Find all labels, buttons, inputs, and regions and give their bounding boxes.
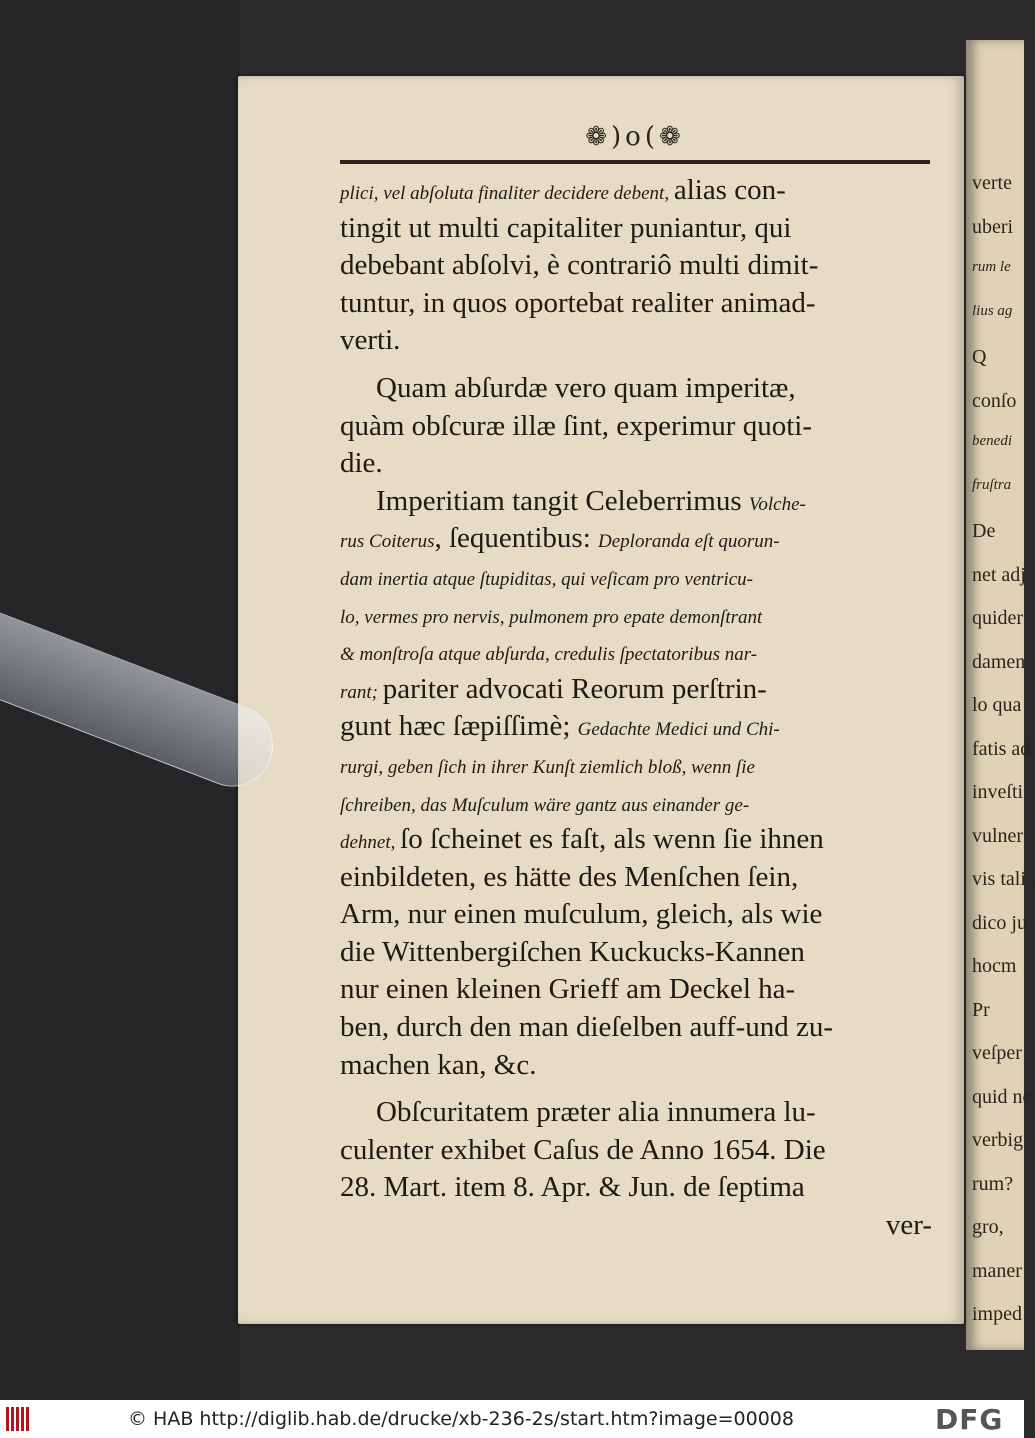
next-page-fragment: fruſtra	[972, 476, 1012, 493]
roman-segment: alias con-	[673, 174, 786, 206]
italic-segment: ſchreiben, das Muſculum wäre gantz aus einander ge-	[340, 794, 750, 816]
roman-segment: nur einen kleinen Grieff am Deckel ha-	[340, 973, 796, 1006]
roman-segment: ben, durch den man dieſelben auff-und zu-	[340, 1011, 834, 1044]
text-line	[340, 558, 932, 596]
paragraph-gap	[340, 360, 932, 370]
roman-segment: machen kan, &c.	[340, 1048, 537, 1081]
next-page-fragment: gro,	[972, 1216, 1004, 1238]
italic-segment: rant;	[340, 681, 383, 703]
next-page-edge	[966, 40, 1035, 1350]
dfg-logo: DFG	[935, 1403, 1004, 1436]
roman-segment: debebant abſolvi, è contrariô multi dimit-	[340, 249, 819, 282]
roman-segment: Quam abſurdæ vero quam imperitæ,	[376, 371, 796, 404]
next-page-fragment: benedi	[972, 433, 1012, 449]
text-line	[340, 370, 932, 408]
text-line	[340, 859, 932, 897]
next-page-fragment: lius ag	[972, 302, 1013, 319]
page-text	[340, 172, 932, 1245]
next-page-fragment: rum le	[972, 259, 1011, 275]
next-page-fragment: verte	[972, 172, 1012, 194]
footer-caption: © HAB http://diglib.hab.de/drucke/xb-236-2s/start.htm?image=00008	[128, 1408, 794, 1430]
roman-segment: Arm, nur einen muſculum, gleich, als wie	[340, 898, 823, 931]
roman-segment: einbildeten, es hätte des Menſchen ſein,	[340, 860, 799, 893]
header-rule	[340, 160, 930, 164]
next-page-fragment: damen	[972, 650, 1026, 673]
text-line	[340, 210, 932, 248]
next-page-fragment: dico ju	[972, 911, 1027, 934]
roman-segment: verti.	[340, 324, 401, 357]
text-line	[340, 746, 932, 784]
text-line	[340, 708, 932, 746]
text-line	[340, 896, 932, 934]
next-page-fragment: veſper	[972, 1042, 1022, 1064]
next-page-fragment: maner	[972, 1259, 1022, 1282]
roman-segment: Obſcuritatem præter alia innumera lu-	[376, 1096, 816, 1129]
italic-segment: dam inertia atque ſtupiditas, qui veſicam pro ventricu-	[340, 568, 754, 590]
text-line	[340, 784, 932, 822]
next-page-fragment: De	[972, 520, 996, 542]
italic-segment: Gedachte Medici und Chi-	[577, 719, 780, 741]
roman-segment: die.	[340, 447, 383, 480]
next-page-fragment: net adj	[972, 563, 1026, 586]
text-line	[340, 483, 932, 521]
italic-segment: Deploranda eſt quorun-	[598, 531, 780, 553]
text-line	[340, 934, 932, 972]
text-line	[340, 633, 932, 671]
text-line	[340, 821, 932, 859]
next-page-fragment: vulner	[972, 824, 1024, 847]
next-page-fragment: uberi	[972, 215, 1014, 238]
text-line	[340, 1094, 932, 1132]
roman-segment: ver-	[885, 1209, 932, 1242]
next-page-fragment: conſo	[972, 389, 1017, 412]
text-line	[340, 408, 932, 446]
text-line	[340, 596, 932, 634]
next-page-fragment: imped	[972, 1303, 1022, 1325]
roman-segment: die Wittenbergiſchen Kuckucks-Kannen	[340, 935, 805, 968]
header-ornament: ❁)o(❁	[585, 122, 685, 152]
roman-segment: pariter advocati Reorum perſtrin-	[382, 672, 767, 705]
italic-segment: Volche-	[748, 493, 806, 515]
roman-segment: quàm obſcuræ illæ ſint, experimur quoti-	[340, 409, 812, 442]
next-page-fragment: hocm	[972, 955, 1017, 977]
text-line	[340, 1047, 932, 1085]
next-page-fragment: quid nc	[972, 1085, 1032, 1108]
next-page-fragment: verbig	[972, 1129, 1024, 1151]
next-page-fragment: rum?	[972, 1172, 1014, 1195]
text-line	[340, 285, 932, 323]
text-line	[340, 445, 932, 483]
italic-segment: dehnet,	[340, 832, 401, 854]
text-line	[340, 520, 932, 558]
roman-segment: , ſequentibus:	[434, 522, 599, 555]
text-line	[340, 1207, 932, 1245]
italic-segment: rurgi, geben ſich in ihrer Kunſt ziemlich bloß, wenn ſie	[340, 756, 755, 778]
roman-segment: ſo ſcheinet es faſt, als wenn ſie ihnen	[400, 823, 824, 856]
roman-segment: 28. Mart. item 8. Apr. & Jun. de ſeptima	[340, 1171, 805, 1204]
roman-segment: tuntur, in quos oportebat realiter animad-	[340, 286, 816, 319]
text-line	[340, 1009, 932, 1047]
next-page-fragment: Q	[972, 346, 987, 368]
italic-segment: lo, vermes pro nervis, pulmonem pro epate demonſtrant	[340, 606, 763, 628]
hab-logo-icon	[6, 1407, 32, 1431]
next-page-fragment: Pr	[972, 998, 990, 1021]
italic-segment: & monſtroſa atque abſurda, credulis ſpectatoribus nar-	[340, 644, 758, 666]
text-line	[340, 247, 932, 285]
roman-segment: tingit ut multi capitaliter puniantur, qui	[340, 211, 792, 244]
next-page-fragment: fatis ad	[972, 737, 1031, 760]
roman-segment: gunt hæc ſæpiſſimè;	[340, 710, 578, 743]
text-line	[340, 1169, 932, 1207]
roman-segment: culenter exhibet Caſus de Anno 1654. Die	[340, 1133, 826, 1166]
footer-bar	[0, 1400, 1024, 1438]
next-page-fragment: vis talia	[972, 868, 1035, 890]
text-line	[340, 1132, 932, 1170]
text-line	[340, 172, 932, 210]
italic-segment: plici, vel abſoluta finaliter decidere debent,	[340, 183, 674, 204]
text-line	[340, 322, 932, 360]
roman-segment: Imperitiam tangit Celeberrimus	[376, 484, 749, 517]
text-line	[340, 971, 932, 1009]
next-page-fragment: inveſti	[972, 781, 1024, 803]
italic-segment: rus Coiterus	[340, 531, 435, 553]
paragraph-gap	[340, 1084, 932, 1094]
next-page-fragment: quider	[972, 607, 1024, 629]
text-line	[340, 671, 932, 709]
next-page-fragment: lo qua	[972, 694, 1022, 716]
